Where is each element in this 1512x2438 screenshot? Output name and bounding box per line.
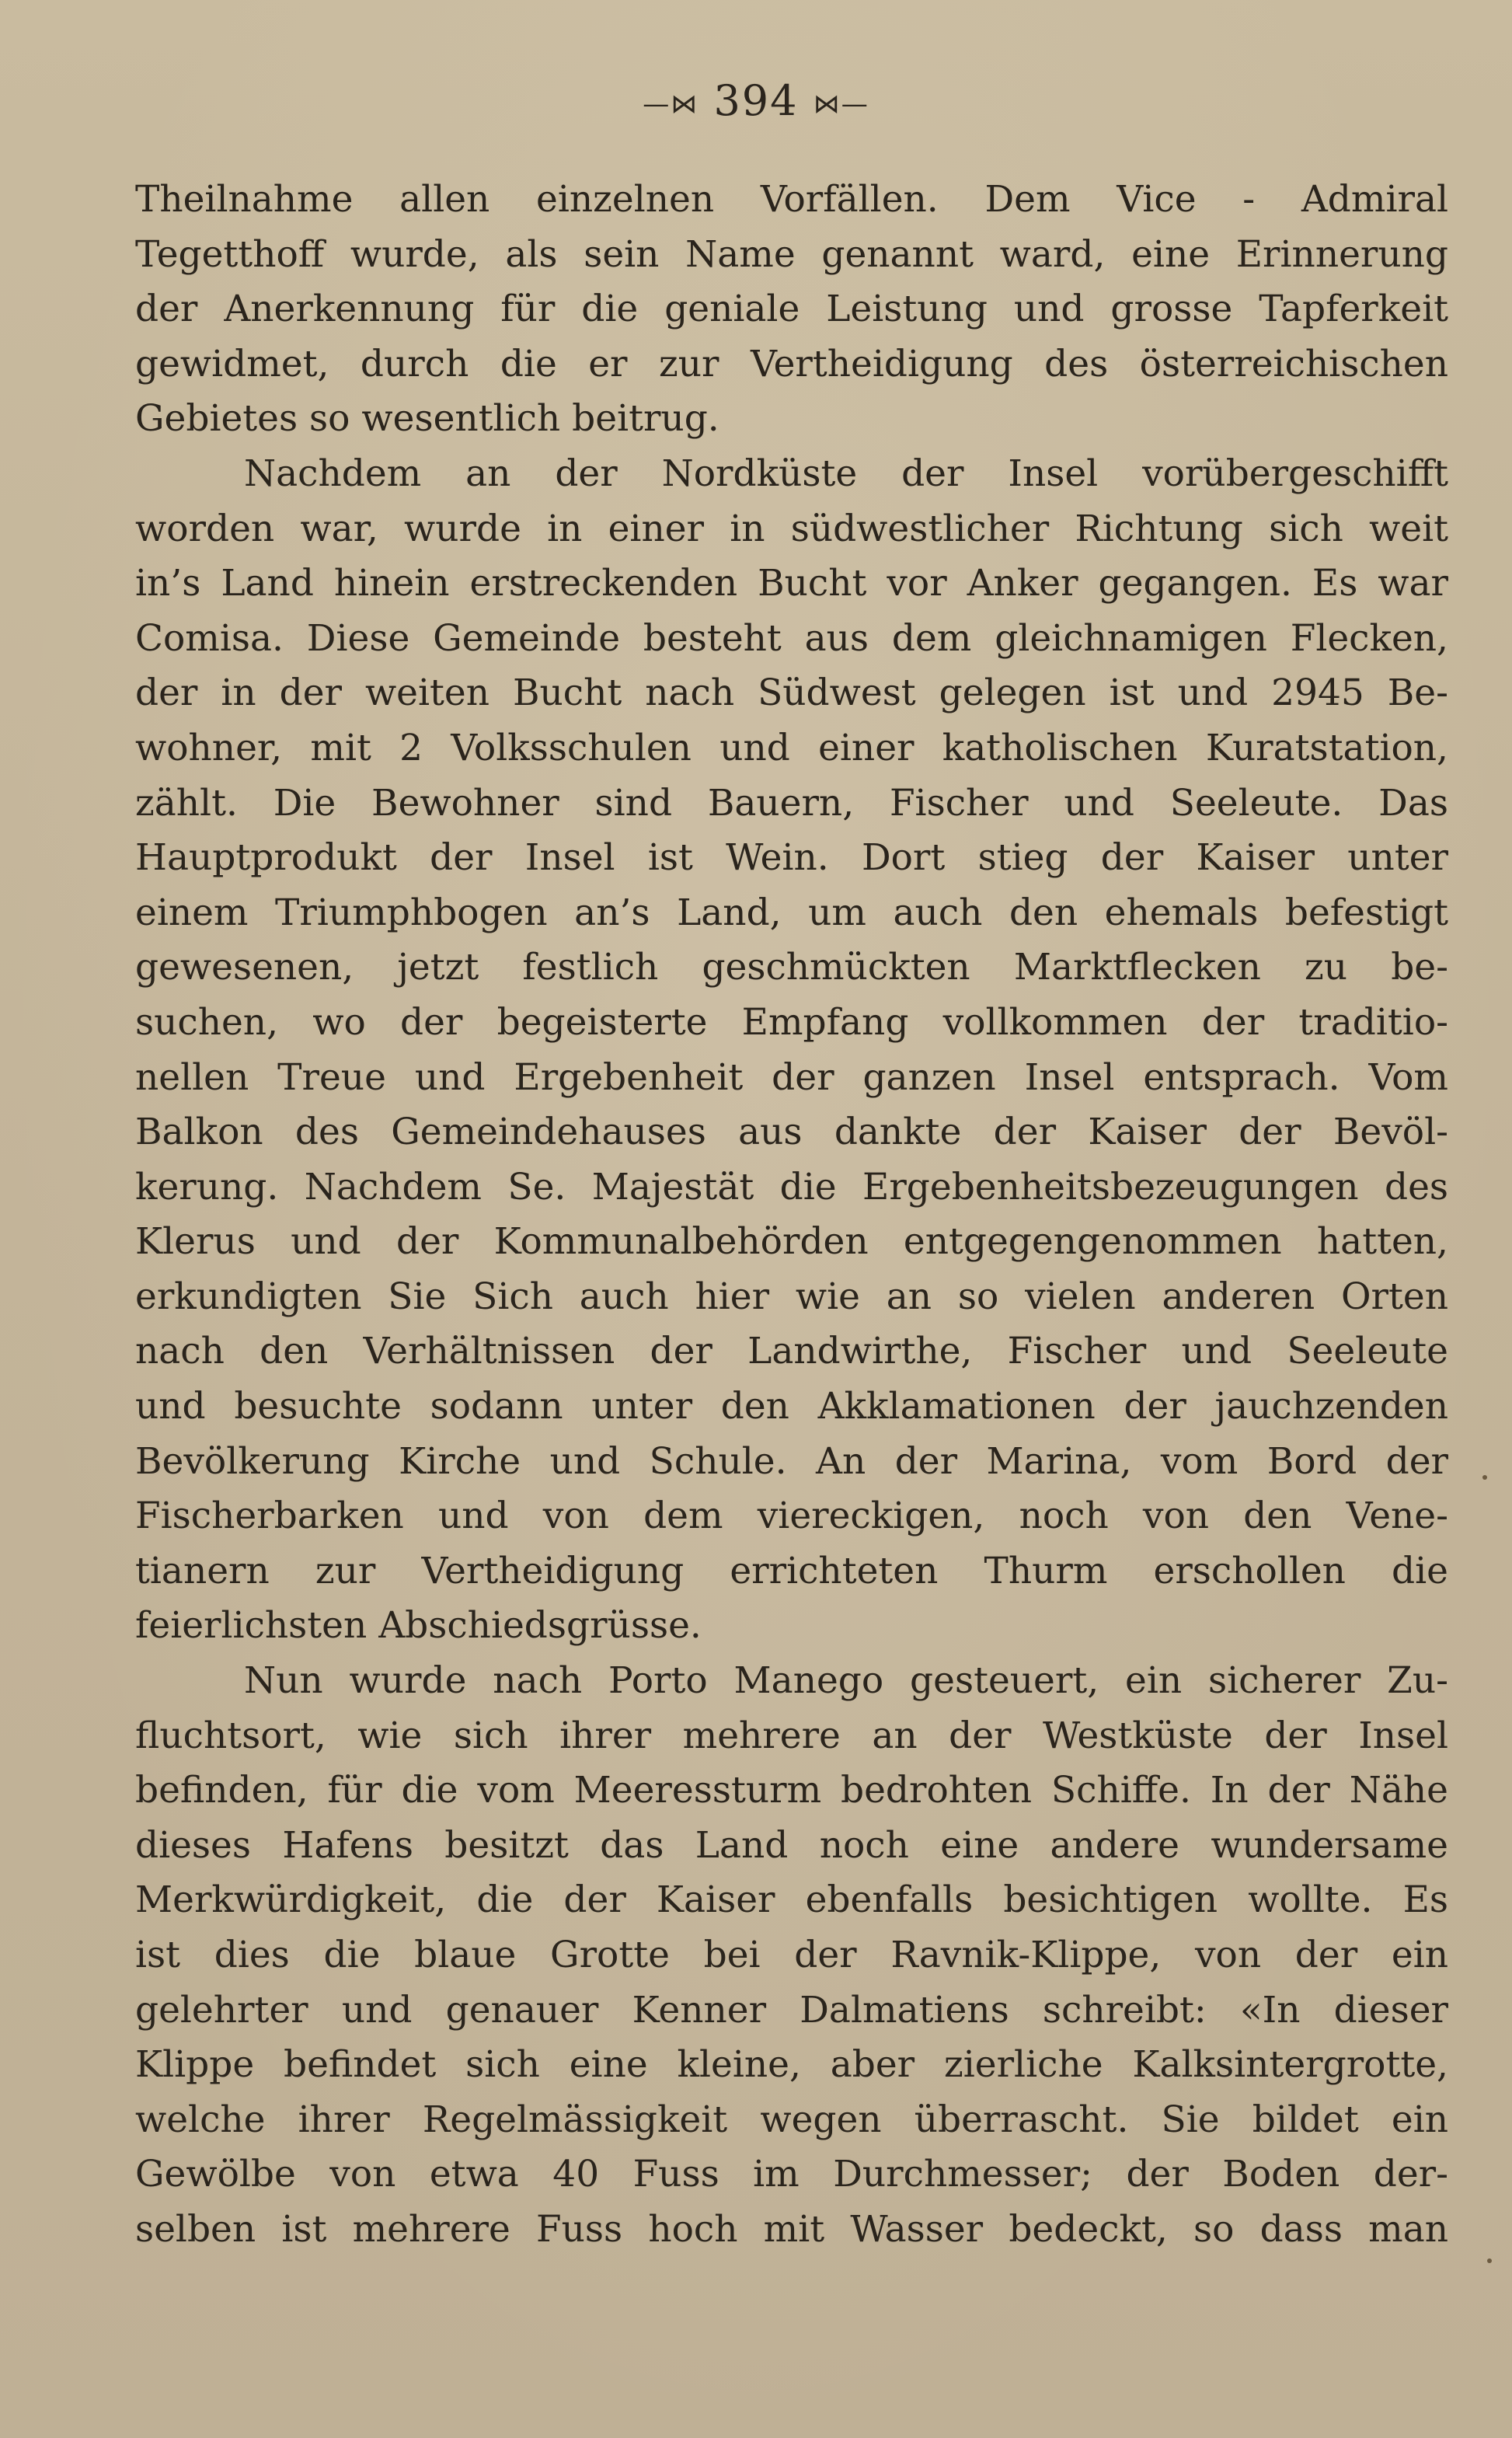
text-line: Balkon des Gemeindehauses aus dankte der Kaiser der Bevöl- xyxy=(135,1111,1448,1154)
text-line: Klippe befindet sich eine kleine, aber zierliche Kalksintergrotte, xyxy=(135,2043,1448,2087)
text-line: nellen Treue und Ergebenheit der ganzen Insel entsprach. Vom xyxy=(135,1055,1448,1099)
text-line: kerung. Nachdem Se. Majestät die Ergebenheitsbezeugungen des xyxy=(135,1165,1448,1209)
text-line: Hauptprodukt der Insel ist Wein. Dort stieg der Kaiser unter xyxy=(135,836,1448,880)
text-line: Gewölbe von etwa 40 Fuss im Durchmesser; der Boden der- xyxy=(135,2153,1448,2196)
page-header xyxy=(0,76,1512,125)
ornament-left: —⋈ xyxy=(643,89,699,120)
text-line: selben ist mehrere Fuss hoch mit Wasser bedeckt, so dass man xyxy=(135,2207,1448,2251)
print-speck xyxy=(1487,2258,1492,2263)
text-line: in’s Land hinein erstreckenden Bucht vor Anker gegangen. Es war xyxy=(135,562,1448,605)
text-line: tianern zur Vertheidigung errichteten Thurm erschollen die xyxy=(135,1549,1448,1592)
text-line: welche ihrer Regelmässigkeit wegen überrascht. Sie bildet ein xyxy=(135,2098,1448,2141)
page-number: 394 xyxy=(713,76,799,125)
text-line: feierlichsten Abschiedsgrüsse. xyxy=(135,1604,702,1648)
text-line: Theilnahme allen einzelnen Vorfällen. Dem Vice - Admiral xyxy=(135,178,1448,221)
text-line: gelehrter und genauer Kenner Dalmatiens schreibt: «In dieser xyxy=(135,1988,1448,2032)
text-line: gewesenen, jetzt festlich geschmückten Marktflecken zu be- xyxy=(135,946,1448,989)
text-line: Nachdem an der Nordküste der Insel vorübergeschifft xyxy=(244,452,1448,495)
text-line: und besuchte sodann unter den Akklamationen der jauchzenden xyxy=(135,1385,1448,1428)
text-line: Bevölkerung Kirche und Schule. An der Marina, vom Bord der xyxy=(135,1439,1448,1483)
text-line: Tegetthoff wurde, als sein Name genannt ward, eine Erinnerung xyxy=(135,232,1448,276)
text-line: suchen, wo der begeisterte Empfang vollkommen der traditio- xyxy=(135,1000,1448,1044)
text-line: fluchtsort, wie sich ihrer mehrere an der Westküste der Insel xyxy=(135,1714,1448,1757)
text-line: Nun wurde nach Porto Manego gesteuert, ein sicherer Zu- xyxy=(244,1659,1448,1703)
text-line: dieses Hafens besitzt das Land noch eine andere wundersame xyxy=(135,1823,1448,1867)
text-line: wohner, mit 2 Volksschulen und einer katholischen Kuratstation, xyxy=(135,726,1448,769)
body-text xyxy=(135,173,1448,2258)
text-line: nach den Verhältnissen der Landwirthe, Fischer und Seeleute xyxy=(135,1330,1448,1373)
text-line: Gebietes so wesentlich beitrug. xyxy=(135,397,719,441)
text-line: befinden, für die vom Meeressturm bedrohten Schiffe. In der Nähe xyxy=(135,1769,1448,1812)
text-line: Klerus und der Kommunalbehörden entgegengenommen hatten, xyxy=(135,1220,1448,1264)
ornament-right: ⋈— xyxy=(813,89,869,120)
text-line: einem Triumphbogen an’s Land, um auch den ehemals befestigt xyxy=(135,891,1448,934)
text-line: erkundigten Sie Sich auch hier wie an so vielen anderen Orten xyxy=(135,1275,1448,1318)
text-line: Fischerbarken und von dem viereckigen, noch von den Vene- xyxy=(135,1495,1448,1538)
text-line: gewidmet, durch die er zur Vertheidigung des österreichischen xyxy=(135,342,1448,385)
text-line: Merkwürdigkeit, die der Kaiser ebenfalls besichtigen wollte. Es xyxy=(135,1878,1448,1922)
text-line: der Anerkennung für die geniale Leistung und grosse Tapferkeit xyxy=(135,288,1448,331)
text-line: worden war, wurde in einer in südwestlicher Richtung sich weit xyxy=(135,507,1448,550)
text-line: zählt. Die Bewohner sind Bauern, Fischer und Seeleute. Das xyxy=(135,781,1448,825)
text-line: Comisa. Diese Gemeinde besteht aus dem gleichnamigen Flecken, xyxy=(135,616,1448,660)
text-line: ist dies die blaue Grotte bei der Ravnik-Klippe, von der ein xyxy=(135,1934,1448,1976)
print-speck xyxy=(1482,1475,1487,1480)
text-line: der in der weiten Bucht nach Südwest gelegen ist und 2945 Be- xyxy=(135,671,1448,715)
